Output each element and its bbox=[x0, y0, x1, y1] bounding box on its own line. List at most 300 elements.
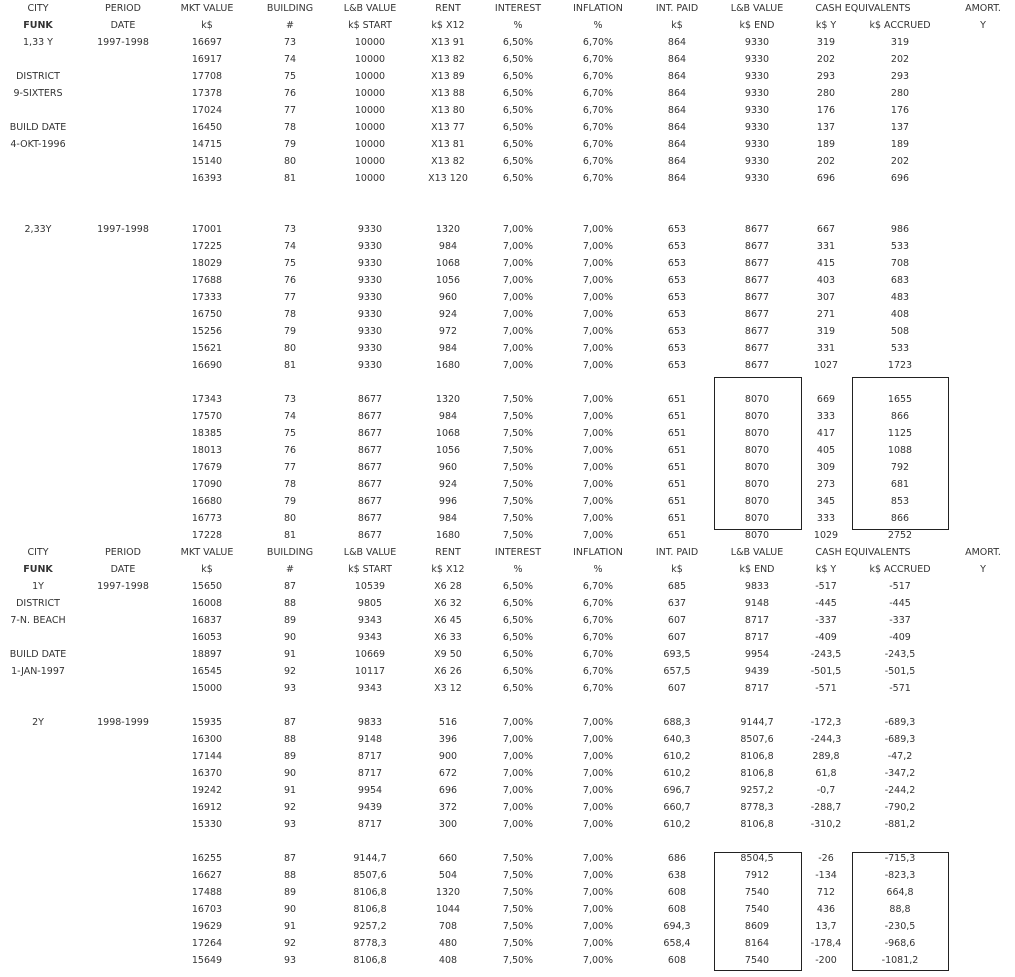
cell-lb-value-end: 8677 bbox=[744, 224, 770, 235]
cell-cash-y: 331 bbox=[816, 241, 836, 252]
cell-cash-accrued: -689,3 bbox=[884, 717, 916, 728]
header-cash-y: CASH EQUIVALENTS bbox=[815, 547, 911, 558]
cell-cash-y: 61,8 bbox=[815, 768, 837, 779]
cell-interest: 6,50% bbox=[502, 666, 534, 677]
cell-rent: 480 bbox=[438, 938, 458, 949]
cell-building: 79 bbox=[283, 139, 297, 150]
cell-cash-y: 696 bbox=[816, 173, 836, 184]
cell-int-paid: 657,5 bbox=[663, 666, 691, 677]
cell-interest: 6,50% bbox=[502, 71, 534, 82]
cell-cash-accrued: 293 bbox=[890, 71, 910, 82]
cell-int-paid: 637 bbox=[667, 598, 687, 609]
cell-building: 92 bbox=[283, 802, 297, 813]
cell-mkt-value: 17228 bbox=[191, 530, 223, 541]
cell-inflation: 7,00% bbox=[582, 734, 614, 745]
subheader-building: # bbox=[286, 20, 294, 31]
cell-lb-value-end: 8070 bbox=[744, 428, 770, 439]
cell-rent: X13 89 bbox=[431, 71, 465, 82]
cell-inflation: 6,70% bbox=[582, 71, 614, 82]
cell-cash-y: 669 bbox=[816, 394, 836, 405]
cell-mkt-value: 16627 bbox=[191, 870, 223, 881]
cell-interest: 6,50% bbox=[502, 683, 534, 694]
cell-lb-value-end: 9330 bbox=[744, 156, 770, 167]
cell-cash-accrued: -47,2 bbox=[887, 751, 913, 762]
cell-lb-value-end: 9330 bbox=[744, 54, 770, 65]
cell-mkt-value: 18029 bbox=[191, 258, 223, 269]
cell-lb-value-end: 8717 bbox=[744, 683, 770, 694]
cell-int-paid: 653 bbox=[667, 275, 687, 286]
subheader-lb-value-start: k$ START bbox=[348, 564, 392, 575]
cell-building: 89 bbox=[283, 887, 297, 898]
cell-rent: 672 bbox=[438, 768, 458, 779]
cell-cash-y: -445 bbox=[815, 598, 837, 609]
cell-cash-accrued: -347,2 bbox=[884, 768, 916, 779]
cell-cash-y: 415 bbox=[816, 258, 836, 269]
cell-int-paid: 610,2 bbox=[663, 819, 691, 830]
cell-inflation: 7,00% bbox=[582, 241, 614, 252]
cell-cash-y: 667 bbox=[816, 224, 836, 235]
cell-int-paid: 607 bbox=[667, 632, 687, 643]
cell-lb-value-start: 8778,3 bbox=[353, 938, 387, 949]
header-city: CITY bbox=[27, 547, 49, 558]
cell-inflation: 6,70% bbox=[582, 156, 614, 167]
cell-rent: 984 bbox=[438, 411, 458, 422]
cell-city: 1Y bbox=[32, 581, 44, 592]
subheader-interest: % bbox=[513, 20, 523, 31]
cell-cash-y: 202 bbox=[816, 54, 836, 65]
cell-lb-value-start: 8677 bbox=[357, 411, 383, 422]
cell-interest: 7,50% bbox=[502, 870, 534, 881]
cell-rent: 984 bbox=[438, 241, 458, 252]
cell-building: 73 bbox=[283, 394, 297, 405]
cell-lb-value-start: 8106,8 bbox=[353, 887, 387, 898]
cell-int-paid: 864 bbox=[667, 88, 687, 99]
cell-cash-accrued: -790,2 bbox=[884, 802, 916, 813]
cell-inflation: 7,00% bbox=[582, 921, 614, 932]
cell-building: 75 bbox=[283, 258, 297, 269]
cell-mkt-value: 16750 bbox=[191, 309, 223, 320]
cell-interest: 6,50% bbox=[502, 649, 534, 660]
header-building: BUILDING bbox=[266, 547, 314, 558]
cell-mkt-value: 16912 bbox=[191, 802, 223, 813]
cell-lb-value-start: 9439 bbox=[357, 802, 383, 813]
cell-building: 90 bbox=[283, 632, 297, 643]
cell-mkt-value: 18897 bbox=[191, 649, 223, 660]
cell-inflation: 7,00% bbox=[582, 717, 614, 728]
header-interest: INTEREST bbox=[494, 3, 542, 14]
cell-cash-y: -178,4 bbox=[810, 938, 842, 949]
cell-cash-y: -134 bbox=[815, 870, 837, 881]
cell-building: 90 bbox=[283, 904, 297, 915]
cell-lb-value-end: 8677 bbox=[744, 292, 770, 303]
cell-inflation: 7,00% bbox=[582, 938, 614, 949]
header-lb-value-end: L&B VALUE bbox=[730, 3, 784, 14]
cell-int-paid: 864 bbox=[667, 105, 687, 116]
cell-lb-value-end: 8070 bbox=[744, 513, 770, 524]
cell-cash-accrued: -230,5 bbox=[884, 921, 916, 932]
header-building: BUILDING bbox=[266, 3, 314, 14]
cell-cash-accrued: 533 bbox=[890, 343, 910, 354]
cell-interest: 7,00% bbox=[502, 785, 534, 796]
cell-cash-y: 405 bbox=[816, 445, 836, 456]
cell-building: 75 bbox=[283, 428, 297, 439]
cell-rent: 960 bbox=[438, 462, 458, 473]
cell-lb-value-end: 8677 bbox=[744, 360, 770, 371]
cell-mkt-value: 16697 bbox=[191, 37, 223, 48]
cell-interest: 7,00% bbox=[502, 258, 534, 269]
highlight-box-accrued-1 bbox=[852, 377, 949, 530]
cell-building: 77 bbox=[283, 105, 297, 116]
cell-lb-value-end: 9148 bbox=[744, 598, 770, 609]
cell-rent: 996 bbox=[438, 496, 458, 507]
cell-int-paid: 653 bbox=[667, 292, 687, 303]
subheader-mkt-value: k$ bbox=[201, 564, 213, 575]
cell-int-paid: 653 bbox=[667, 309, 687, 320]
cell-period: 1997-1998 bbox=[97, 224, 149, 235]
cell-rent: X13 81 bbox=[431, 139, 465, 150]
cell-inflation: 6,70% bbox=[582, 615, 614, 626]
cell-building: 91 bbox=[283, 921, 297, 932]
cell-rent: 972 bbox=[438, 326, 458, 337]
header-period: PERIOD bbox=[105, 547, 141, 558]
cell-interest: 7,50% bbox=[502, 530, 534, 541]
cell-mkt-value: 17090 bbox=[191, 479, 223, 490]
cell-building: 76 bbox=[283, 275, 297, 286]
cell-rent: X13 77 bbox=[431, 122, 465, 133]
highlight-box-accrued-2 bbox=[852, 852, 949, 971]
cell-int-paid: 864 bbox=[667, 37, 687, 48]
cell-cash-accrued: 189 bbox=[890, 139, 910, 150]
cell-cash-y: 13,7 bbox=[815, 921, 837, 932]
cell-cash-accrued: 202 bbox=[890, 156, 910, 167]
cell-building: 93 bbox=[283, 955, 297, 966]
subheader-building: # bbox=[286, 564, 294, 575]
cell-building: 73 bbox=[283, 224, 297, 235]
cell-lb-value-start: 9330 bbox=[357, 343, 383, 354]
cell-rent: X6 28 bbox=[434, 581, 462, 592]
cell-city: DISTRICT bbox=[16, 598, 60, 609]
cell-interest: 7,50% bbox=[502, 411, 534, 422]
cell-lb-value-start: 8677 bbox=[357, 445, 383, 456]
cell-building: 80 bbox=[283, 156, 297, 167]
cell-interest: 7,50% bbox=[502, 428, 534, 439]
cell-mkt-value: 17144 bbox=[191, 751, 223, 762]
cell-inflation: 7,00% bbox=[582, 309, 614, 320]
cell-rent: X13 88 bbox=[431, 88, 465, 99]
cell-int-paid: 686 bbox=[667, 853, 687, 864]
cell-inflation: 7,00% bbox=[582, 428, 614, 439]
cell-lb-value-end: 8070 bbox=[744, 394, 770, 405]
cell-cash-accrued: -823,3 bbox=[884, 870, 916, 881]
cell-lb-value-end: 9330 bbox=[744, 173, 770, 184]
cell-inflation: 7,00% bbox=[582, 411, 614, 422]
cell-int-paid: 696,7 bbox=[663, 785, 691, 796]
cell-cash-y: 333 bbox=[816, 513, 836, 524]
cell-interest: 6,50% bbox=[502, 54, 534, 65]
cell-interest: 7,00% bbox=[502, 241, 534, 252]
cell-lb-value-end: 8717 bbox=[744, 615, 770, 626]
cell-lb-value-start: 9343 bbox=[357, 632, 383, 643]
cell-rent: X13 80 bbox=[431, 105, 465, 116]
cell-interest: 7,50% bbox=[502, 462, 534, 473]
cell-lb-value-start: 10669 bbox=[354, 649, 386, 660]
cell-lb-value-start: 10000 bbox=[354, 37, 386, 48]
cell-cash-accrued: 2752 bbox=[887, 530, 913, 541]
header-cash-y: CASH EQUIVALENTS bbox=[815, 3, 911, 14]
subheader-city: FUNK bbox=[23, 20, 53, 31]
cell-cash-accrued: -409 bbox=[889, 632, 911, 643]
header-rent: RENT bbox=[435, 3, 461, 14]
cell-lb-value-end: 8677 bbox=[744, 258, 770, 269]
subheader-cash-accrued: k$ ACCRUED bbox=[869, 564, 931, 575]
cell-cash-accrued: 483 bbox=[890, 292, 910, 303]
cell-mkt-value: 15256 bbox=[191, 326, 223, 337]
cell-building: 79 bbox=[283, 326, 297, 337]
cell-interest: 6,50% bbox=[502, 105, 534, 116]
cell-int-paid: 651 bbox=[667, 513, 687, 524]
cell-interest: 7,00% bbox=[502, 802, 534, 813]
cell-cash-accrued: -881,2 bbox=[884, 819, 916, 830]
cell-mkt-value: 15649 bbox=[191, 955, 223, 966]
cell-cash-accrued: 853 bbox=[890, 496, 910, 507]
cell-mkt-value: 15650 bbox=[191, 581, 223, 592]
cell-interest: 7,00% bbox=[502, 224, 534, 235]
cell-rent: X13 120 bbox=[428, 173, 468, 184]
cell-building: 74 bbox=[283, 241, 297, 252]
cell-lb-value-end: 7540 bbox=[744, 955, 770, 966]
cell-rent: X6 26 bbox=[434, 666, 462, 677]
cell-lb-value-end: 8677 bbox=[744, 343, 770, 354]
cell-rent: X9 50 bbox=[434, 649, 462, 660]
cell-building: 93 bbox=[283, 683, 297, 694]
cell-interest: 6,50% bbox=[502, 37, 534, 48]
cell-building: 76 bbox=[283, 445, 297, 456]
cell-mkt-value: 16690 bbox=[191, 360, 223, 371]
cell-mkt-value: 16680 bbox=[191, 496, 223, 507]
cell-cash-accrued: 683 bbox=[890, 275, 910, 286]
cell-building: 81 bbox=[283, 173, 297, 184]
cell-lb-value-end: 9439 bbox=[744, 666, 770, 677]
subheader-mkt-value: k$ bbox=[201, 20, 213, 31]
cell-int-paid: 653 bbox=[667, 343, 687, 354]
cell-lb-value-start: 9330 bbox=[357, 258, 383, 269]
cell-interest: 7,00% bbox=[502, 292, 534, 303]
header-inflation: INFLATION bbox=[573, 547, 623, 558]
cell-mkt-value: 16255 bbox=[191, 853, 223, 864]
cell-city: 2,33Y bbox=[24, 224, 52, 235]
cell-lb-value-start: 10000 bbox=[354, 54, 386, 65]
cell-int-paid: 651 bbox=[667, 394, 687, 405]
cell-cash-accrued: -517 bbox=[889, 581, 911, 592]
cell-lb-value-start: 9330 bbox=[357, 360, 383, 371]
cell-cash-accrued: 792 bbox=[890, 462, 910, 473]
cell-building: 91 bbox=[283, 785, 297, 796]
cell-int-paid: 688,3 bbox=[663, 717, 691, 728]
cell-int-paid: 864 bbox=[667, 173, 687, 184]
cell-inflation: 6,70% bbox=[582, 598, 614, 609]
cell-inflation: 6,70% bbox=[582, 683, 614, 694]
cell-interest: 7,00% bbox=[502, 717, 534, 728]
cell-lb-value-end: 8106,8 bbox=[740, 819, 774, 830]
cell-cash-y: -288,7 bbox=[810, 802, 842, 813]
cell-interest: 6,50% bbox=[502, 156, 534, 167]
cell-mkt-value: 17001 bbox=[191, 224, 223, 235]
cell-cash-y: 307 bbox=[816, 292, 836, 303]
cell-inflation: 7,00% bbox=[582, 496, 614, 507]
cell-int-paid: 651 bbox=[667, 496, 687, 507]
cell-lb-value-end: 8164 bbox=[744, 938, 770, 949]
cell-inflation: 6,70% bbox=[582, 173, 614, 184]
cell-mkt-value: 14715 bbox=[191, 139, 223, 150]
cell-mkt-value: 17264 bbox=[191, 938, 223, 949]
cell-mkt-value: 17343 bbox=[191, 394, 223, 405]
cell-interest: 7,50% bbox=[502, 479, 534, 490]
cell-inflation: 7,00% bbox=[582, 258, 614, 269]
cell-building: 80 bbox=[283, 343, 297, 354]
cell-interest: 6,50% bbox=[502, 632, 534, 643]
cell-interest: 6,50% bbox=[502, 139, 534, 150]
cell-lb-value-end: 8070 bbox=[744, 462, 770, 473]
cell-inflation: 7,00% bbox=[582, 853, 614, 864]
cell-interest: 7,00% bbox=[502, 819, 534, 830]
cell-inflation: 7,00% bbox=[582, 802, 614, 813]
cell-cash-y: -409 bbox=[815, 632, 837, 643]
cell-mkt-value: 17688 bbox=[191, 275, 223, 286]
cell-interest: 7,00% bbox=[502, 734, 534, 745]
header-inflation: INFLATION bbox=[573, 3, 623, 14]
cell-interest: 6,50% bbox=[502, 88, 534, 99]
cell-cash-accrued: -243,5 bbox=[884, 649, 916, 660]
cell-cash-y: 271 bbox=[816, 309, 836, 320]
cell-inflation: 7,00% bbox=[582, 819, 614, 830]
cell-lb-value-start: 8106,8 bbox=[353, 904, 387, 915]
cell-inflation: 6,70% bbox=[582, 649, 614, 660]
cell-cash-y: 289,8 bbox=[812, 751, 840, 762]
cell-int-paid: 651 bbox=[667, 428, 687, 439]
cell-cash-accrued: 408 bbox=[890, 309, 910, 320]
cell-int-paid: 864 bbox=[667, 156, 687, 167]
cell-mkt-value: 18385 bbox=[191, 428, 223, 439]
cell-rent: 1320 bbox=[435, 887, 461, 898]
cell-cash-y: 403 bbox=[816, 275, 836, 286]
cell-lb-value-end: 9330 bbox=[744, 37, 770, 48]
cell-mkt-value: 17333 bbox=[191, 292, 223, 303]
cell-cash-y: -243,5 bbox=[810, 649, 842, 660]
cell-lb-value-end: 8609 bbox=[744, 921, 770, 932]
cell-cash-y: 436 bbox=[816, 904, 836, 915]
cell-lb-value-end: 9330 bbox=[744, 88, 770, 99]
cell-city: 2Y bbox=[32, 717, 44, 728]
cell-rent: 924 bbox=[438, 309, 458, 320]
cell-building: 93 bbox=[283, 819, 297, 830]
cell-lb-value-start: 8677 bbox=[357, 479, 383, 490]
cell-cash-accrued: 681 bbox=[890, 479, 910, 490]
cell-rent: X13 82 bbox=[431, 156, 465, 167]
cell-inflation: 6,70% bbox=[582, 88, 614, 99]
cell-int-paid: 608 bbox=[667, 887, 687, 898]
subheader-inflation: % bbox=[593, 20, 603, 31]
cell-interest: 7,50% bbox=[502, 513, 534, 524]
cell-lb-value-end: 8106,8 bbox=[740, 768, 774, 779]
cell-period: 1997-1998 bbox=[97, 37, 149, 48]
cell-mkt-value: 16703 bbox=[191, 904, 223, 915]
subheader-cash-y: k$ Y bbox=[815, 20, 837, 31]
cell-cash-y: -200 bbox=[815, 955, 837, 966]
cell-lb-value-end: 8070 bbox=[744, 479, 770, 490]
cell-lb-value-start: 9148 bbox=[357, 734, 383, 745]
cell-building: 91 bbox=[283, 649, 297, 660]
cell-interest: 7,00% bbox=[502, 326, 534, 337]
cell-lb-value-start: 9805 bbox=[357, 598, 383, 609]
cell-interest: 7,00% bbox=[502, 343, 534, 354]
cell-rent: 516 bbox=[438, 717, 458, 728]
cell-int-paid: 653 bbox=[667, 326, 687, 337]
cell-interest: 6,50% bbox=[502, 122, 534, 133]
cell-inflation: 7,00% bbox=[582, 751, 614, 762]
cell-lb-value-end: 9330 bbox=[744, 105, 770, 116]
cell-mkt-value: 16917 bbox=[191, 54, 223, 65]
cell-rent: X3 12 bbox=[434, 683, 462, 694]
cell-lb-value-start: 9330 bbox=[357, 309, 383, 320]
cell-lb-value-end: 8677 bbox=[744, 326, 770, 337]
cell-lb-value-end: 8070 bbox=[744, 411, 770, 422]
cell-building: 78 bbox=[283, 479, 297, 490]
header-lb-value-end: L&B VALUE bbox=[730, 547, 784, 558]
cell-lb-value-start: 9833 bbox=[357, 717, 383, 728]
cell-interest: 6,50% bbox=[502, 598, 534, 609]
subheader-city: FUNK bbox=[23, 564, 53, 575]
header-int-paid: INT. PAID bbox=[655, 3, 699, 14]
subheader-amort: Y bbox=[980, 564, 986, 575]
cell-int-paid: 610,2 bbox=[663, 751, 691, 762]
cell-building: 87 bbox=[283, 853, 297, 864]
cell-lb-value-start: 9330 bbox=[357, 292, 383, 303]
cell-building: 90 bbox=[283, 768, 297, 779]
cell-mkt-value: 15935 bbox=[191, 717, 223, 728]
cell-mkt-value: 16545 bbox=[191, 666, 223, 677]
cell-building: 78 bbox=[283, 122, 297, 133]
cell-lb-value-end: 8778,3 bbox=[740, 802, 774, 813]
cell-int-paid: 608 bbox=[667, 904, 687, 915]
cell-lb-value-end: 8507,6 bbox=[740, 734, 774, 745]
cell-city: 9-SIXTERS bbox=[13, 88, 63, 99]
cell-inflation: 7,00% bbox=[582, 224, 614, 235]
cell-rent: 300 bbox=[438, 819, 458, 830]
cell-interest: 7,50% bbox=[502, 955, 534, 966]
cell-cash-accrued: 866 bbox=[890, 411, 910, 422]
subheader-rent: k$ X12 bbox=[431, 20, 465, 31]
cell-rent: 960 bbox=[438, 292, 458, 303]
cell-lb-value-start: 8717 bbox=[357, 768, 383, 779]
cell-lb-value-start: 9257,2 bbox=[353, 921, 387, 932]
cell-inflation: 7,00% bbox=[582, 275, 614, 286]
cell-cash-accrued: -968,6 bbox=[884, 938, 916, 949]
cell-cash-accrued: 986 bbox=[890, 224, 910, 235]
cell-inflation: 7,00% bbox=[582, 292, 614, 303]
cell-lb-value-start: 9343 bbox=[357, 615, 383, 626]
subheader-lb-value-start: k$ START bbox=[348, 20, 392, 31]
cell-cash-accrued: 137 bbox=[890, 122, 910, 133]
cell-mkt-value: 16008 bbox=[191, 598, 223, 609]
cell-building: 77 bbox=[283, 292, 297, 303]
cell-int-paid: 651 bbox=[667, 411, 687, 422]
cell-int-paid: 653 bbox=[667, 241, 687, 252]
cell-inflation: 6,70% bbox=[582, 632, 614, 643]
cell-lb-value-end: 8070 bbox=[744, 445, 770, 456]
cell-mkt-value: 16837 bbox=[191, 615, 223, 626]
cell-cash-accrued: 708 bbox=[890, 258, 910, 269]
cell-int-paid: 658,4 bbox=[663, 938, 691, 949]
